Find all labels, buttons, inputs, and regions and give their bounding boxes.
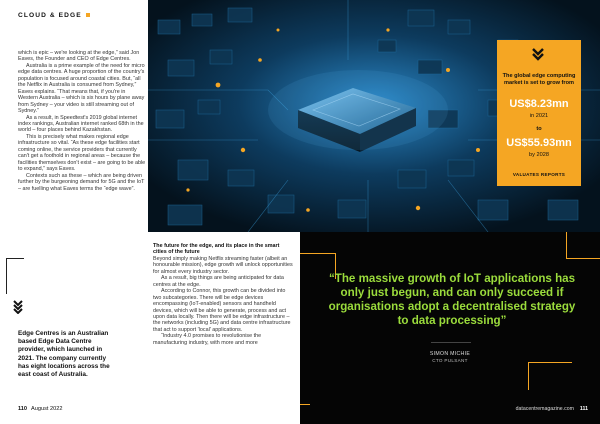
footer-right: [516, 406, 588, 412]
market-stats-box: [497, 40, 581, 186]
chevron-down-icon: [13, 300, 23, 314]
paragraph: which is epic – we're looking at the edge,” said Jon Eaves, the Founder and CEO of Edge Centres.: [18, 50, 140, 63]
issue-date: August 2022: [31, 406, 63, 412]
paragraph: This is precisely what makes regional edge infrastructure so vital. “As these edge facilities start coming online, the service providers that currently can't get a foothold in regional areas – because the facilities themselves don't exist – are going to be able to expand,” says Eaves.: [18, 133, 146, 173]
stats-value-2021: US$8.23mn: [509, 98, 569, 110]
page-number: 111: [579, 406, 588, 412]
decorative-frame: [300, 404, 310, 405]
stats-source: VALUATES REPORTS: [512, 172, 566, 177]
footer-left: [18, 406, 62, 412]
subheading: The future for the edge, and its place in the smart cities of the future: [153, 243, 280, 256]
paragraph: As a result, in Speedtest's 2019 global internet index rankings, Australian internet ranked 68th in the world – four places behind Kazakhstan.: [18, 114, 144, 134]
paragraph: “Industry 4.0 promises to revolutionise the manufacturing industry, with more and more: [153, 333, 262, 346]
chevron-down-icon: [531, 48, 545, 64]
section-header: [18, 12, 90, 19]
accent-square-icon: [86, 13, 90, 17]
paragraph: Australia is a prime example of the need for micro edge data centres. A huge proportion of the country's population is focused around coastal cities. But, “all the Netflix in Australia is consumed from Sydney,” Eaves explains. “That means that, if you're in Western Australia – which is six hours by plane away from Sydney – your video is still streaming out of Sydney.”: [18, 62, 145, 115]
stats-intro: The global edge computing market is set to grow from: [502, 73, 576, 86]
quote-author: SIMON MICHIE: [429, 351, 471, 357]
stats-year-2028: by 2028: [529, 152, 549, 158]
paragraph: Contexts such as these – which are being driven further by the burgeoning demand for 5G and the IoT – are fuelling what Eaves terms the “edge wave”.: [18, 172, 145, 192]
section-title: CLOUD & EDGE: [18, 12, 82, 19]
company-callout: Edge Centres is an Australian based Edge Data Centre provider, which launched in 2021. The company currently has eight locations across the east coast of Australia.: [18, 330, 110, 379]
left-article-column: [18, 50, 146, 192]
decorative-frame: [566, 258, 600, 259]
middle-article-column: [153, 243, 293, 346]
page-number: 110: [18, 406, 28, 412]
pull-quote: “The massive growth of IoT applications has only just begun, and can only succeed if organisations adopt a decentralised strategy to data processing”: [328, 272, 576, 327]
stats-value-2028: US$55.93mn: [506, 137, 572, 149]
stats-year-2021: in 2021: [529, 113, 549, 119]
quote-author-role: CTO PULSANT: [432, 358, 468, 363]
paragraph: According to Connor, this growth can be divided into two subcategories. There will be edge devices encompassing (IoT-enabled) sensors and handheld devices, which will be able to generate, process and act upon data locally. Then there will be edge infrastructure – the networks (including 5G) and data centre infrastructure that act to support 'local' applications.: [153, 288, 291, 333]
paragraph: As a result, big things are being anticipated for data centres at the edge.: [153, 275, 284, 288]
quote-divider: [431, 342, 471, 343]
quote-panel: [300, 232, 600, 424]
decorative-frame: [528, 362, 572, 390]
stats-to: to: [536, 126, 542, 132]
decorative-frame: [566, 232, 567, 258]
paragraph: Beyond simply making Netflix streaming faster (albeit an honourable mission), edge growth will unlock opportunities for almost every industry sector.: [153, 255, 293, 275]
callout-rule: [6, 258, 7, 294]
site-url: datacentremagazine.com: [515, 406, 574, 412]
callout-rule: [6, 258, 24, 259]
